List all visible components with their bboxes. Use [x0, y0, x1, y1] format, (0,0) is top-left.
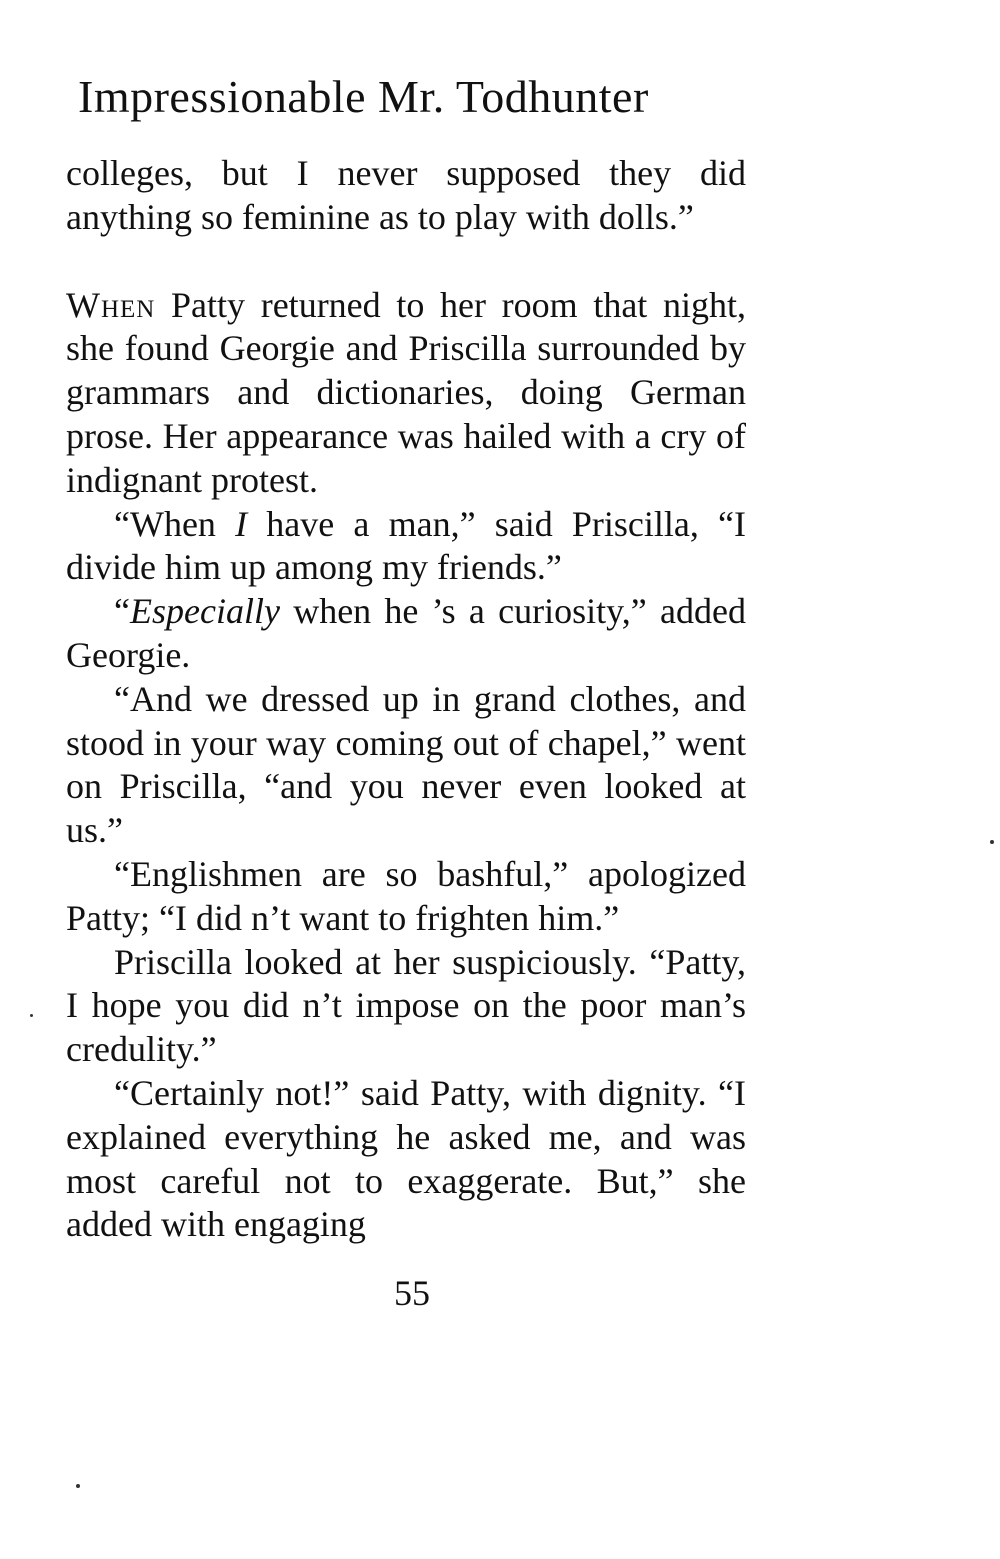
scan-speck — [30, 1014, 33, 1017]
text-run: when he ’s a curiosity,” added Georgie. — [66, 591, 746, 675]
page-number: 55 — [394, 1273, 430, 1313]
section-break — [66, 240, 746, 284]
italic-word: I — [235, 503, 248, 544]
body-text — [66, 152, 746, 1247]
small-caps-lead-word: When — [66, 284, 156, 325]
italic-word: Especially — [129, 591, 280, 632]
paragraph-priscilla-quote — [66, 503, 746, 591]
text-run: “ — [114, 591, 130, 632]
scan-speck — [76, 1484, 80, 1488]
paragraph-section-opening — [66, 284, 746, 503]
paragraph-certainly-not: “Certainly not!” said Patty, with dignity. “I explained everything he asked me, and was most careful not to exaggerate. But,” she added with engaging — [66, 1072, 746, 1245]
scan-speck — [990, 840, 994, 844]
paragraph-text: Patty returned to her room that night, she found Georgie and Priscilla surrounded by grammars and dictionaries, doing German prose. Her appearance was hailed with a cry of indignant protest. — [66, 284, 746, 500]
paragraph-suspicious: Priscilla looked at her suspiciously. “Patty, I hope you did n’t impose on the poor man’s credulity.” — [66, 941, 746, 1070]
text-run: have a man,” said Priscilla, “I divide him up among my friends.” — [66, 503, 747, 588]
running-header: Impressionable Mr. Todhunter — [78, 71, 649, 122]
paragraph-georgie-quote — [66, 590, 746, 678]
paragraph-englishmen: “Englishmen are so bashful,” apologized Patty; “I did n’t want to frighten him.” — [66, 853, 746, 938]
text-run: “When — [114, 503, 236, 544]
paragraph-chapel: “And we dressed up in grand clothes, and stood in your way coming out of chapel,” went on Priscilla, “and you never even looked at us.” — [66, 678, 746, 851]
paragraph-continuation: colleges, but I never supposed they did anything so feminine as to play with dolls.” — [66, 153, 746, 237]
